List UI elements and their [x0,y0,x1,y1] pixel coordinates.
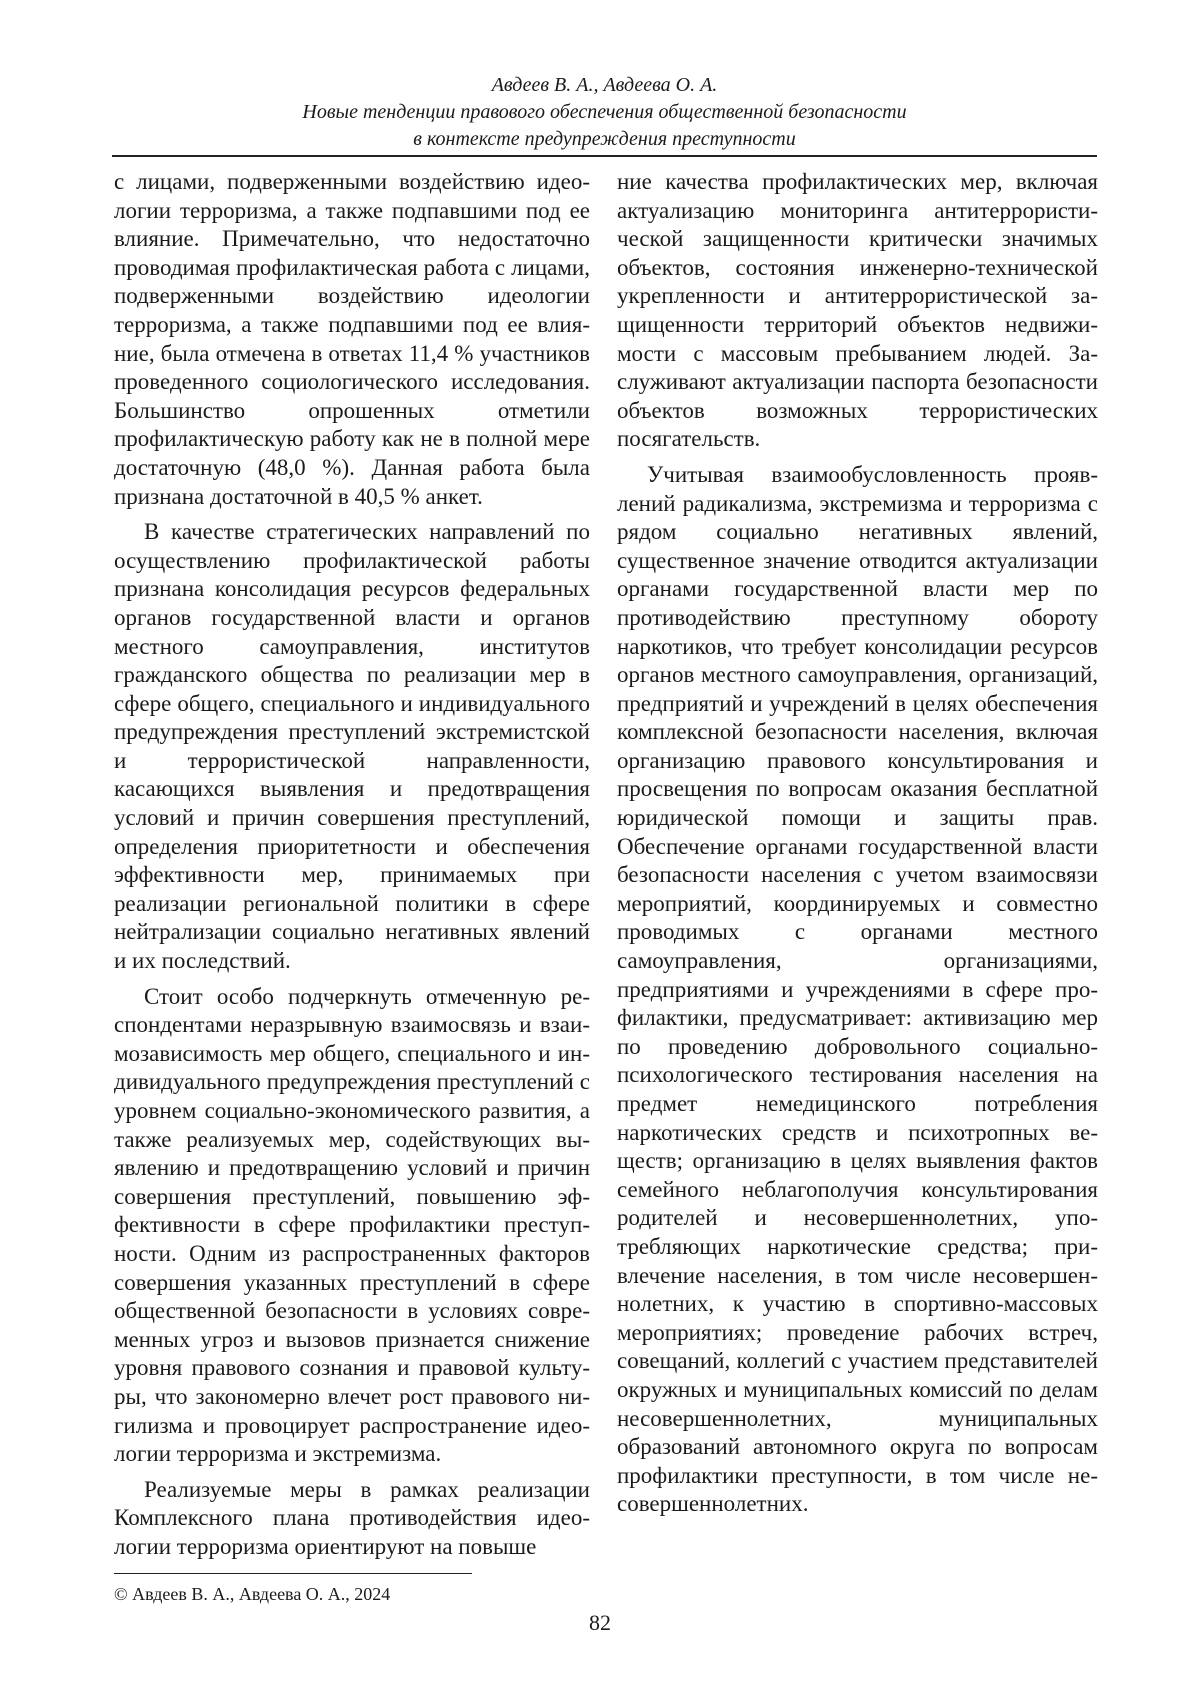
paragraph: Реализуемые меры в рамках реализации Комплексного плана противодействия идеологии терроризма ориентируют на повыше [114,1476,590,1559]
running-header [112,72,1097,153]
footnote-divider [114,1573,472,1574]
copyright-footnote: © Авдеев В. А., Авдеева О. А., 2024 [114,1584,391,1604]
paragraph: В качестве стратегических направлений по осуществлению профилактической работы признана консолидация ресурсов федеральных органов государственной власти и органов местного самоуправления, институтов гражданского общества по реализации мер в сфере общего, специального и индивидуального предупреждения преступлений экстремистской и террористической направленности, касающихся выявления и предотвращения условий и причин совершения преступлений, определения приоритетности и обеспечения эффективности мер, принимаемых при реализации региональной политики в сфере нейтрализации социально негативных явлений и их последствий. [114,519,590,974]
header-title-line-1: Новые тенденции правового обеспечения общественной безопасности [302,101,907,123]
left-column [114,168,590,1569]
page-number: 82 [589,1610,611,1635]
paragraph: Учитывая взаимообусловленность проявлений радикализма, экстремизма и терроризма с рядом социально негативных явлений, существенное значение отводится актуализации органами государственной власти мер по противодействию преступному обороту наркотиков, что требует консолидации ресурсов органов местного самоуправления, организаций, предприятий и учреждений в целях обеспечения комплексной безопасности населения, включая организацию правового консультирования и просвещения по вопросам оказания бесплатной юридической помощи и защиты прав. Обеспечение органами государственной власти безопасности населения с учетом взаимосвязи мероприятий, координируемых и совместно проводимых с органами местного самоуправления, организациями, предприятиями и учреждениями в сфере профилактики, предусматривает: активизацию мер по проведению добровольного социально-психологического тестирования населения на предмет немедицинского потребления наркотических средств и психотропных веществ; организацию в целях выявления фактов семейного неблагополучия консультирования родителей и несовершеннолетних, употребляющих наркотические средства; привлечение населения, в том числе несовершеннолетних, к участию в спортивно-массовых мероприятиях; проведение рабочих встреч, совещаний, коллегий с участием представителей окружных и муниципальных комиссий по делам несовершеннолетних, муниципальных образований автономного округа по вопросам профилактики преступности, в том числе несовершеннолетних. [617,461,1098,1517]
paragraph: с лицами, подверженными воздействию идеологии терроризма, а также подпавшими под ее влияние. Примечательно, что недостаточно проводимая профилактическая работа с лицами, подверженными воздействию идеологии терроризма, а также подпавшими под ее влияние, была отмечена в ответах 11,4 % участников проведенного социологического исследования. Большинство опрошенных отметили профилактическую работу как не в полной мере достаточную (48,0 %). Данная работа была признана достаточной в 40,5 % анкет. [114,169,590,509]
right-column [617,168,1098,1526]
header-authors: Авдеев В. А., Авдеева О. А. [491,74,718,96]
header-divider [112,155,1097,157]
paragraph: Стоит особо подчеркнуть отмеченную респондентами неразрывную взаимосвязь и взаимозависимость мер общего, специального и индивидуального предупреждения преступлений с уровнем социально-экономического развития, а также реализуемых мер, содействующих выявлению и предотвращению условий и причин совершения преступлений, повышению эффективности в сфере профилактики преступности. Одним из распространенных факторов совершения указанных преступлений в сфере общественной безопасности в условиях современных угроз и вызовов признается снижение уровня правового сознания и правовой культуры, что закономерно влечет рост правового нигилизма и провоцирует распространение идеологии терроризма и экстремизма. [114,983,590,1467]
paragraph: ние качества профилактических мер, включая актуализацию мониторинга антитеррористической защищенности критически значимых объектов, состояния инженерно-технической укрепленности и антитеррористической защищенности территорий объектов недвижимости с массовым пребыванием людей. Заслуживают актуализации паспорта безопасности объектов возможных террористических посягательств. [617,169,1098,452]
header-title-line-2: в контексте предупреждения преступности [413,128,796,150]
